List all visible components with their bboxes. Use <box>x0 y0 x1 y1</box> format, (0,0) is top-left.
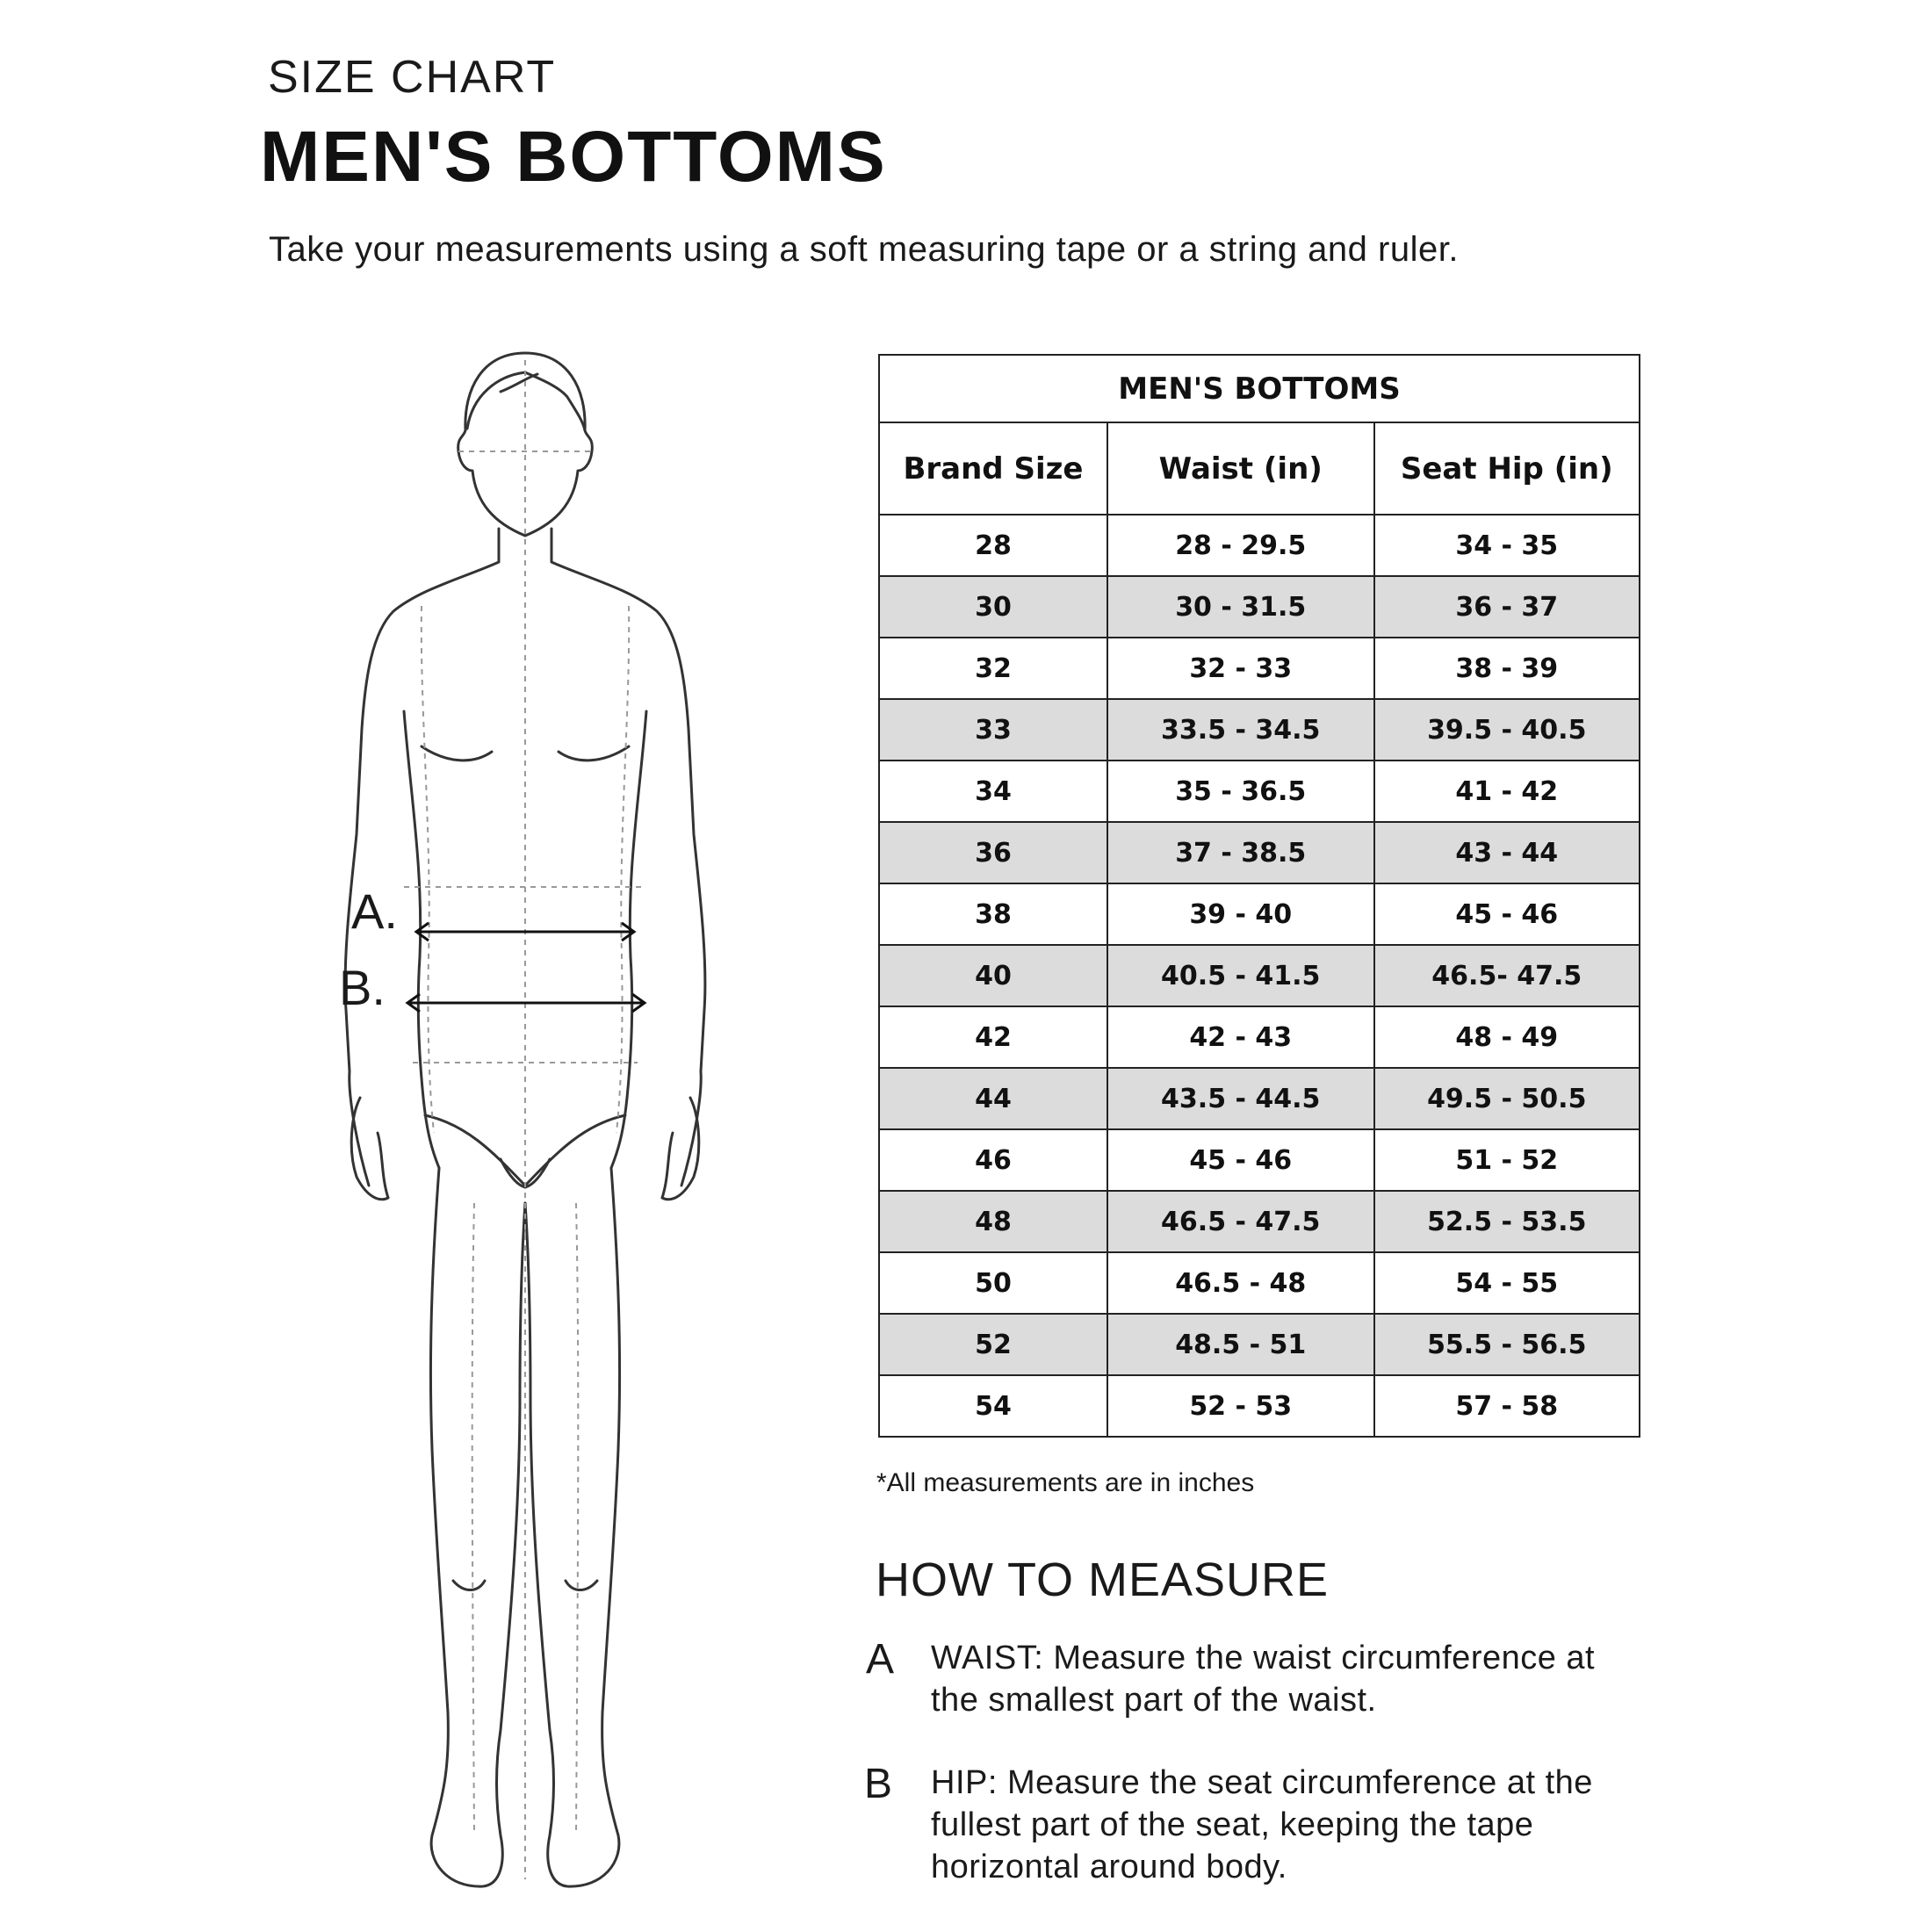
cell-brand-size: 52 <box>879 1314 1107 1375</box>
cell-seat-hip: 54 - 55 <box>1374 1252 1640 1314</box>
step-text-hip: HIP: Measure the seat circumference at the fullest part of the seat, keeping the tape horizontal around body. <box>931 1764 1593 1885</box>
cell-brand-size: 34 <box>879 761 1107 822</box>
cell-waist: 52 - 53 <box>1107 1375 1374 1437</box>
cell-seat-hip: 51 - 52 <box>1374 1129 1640 1191</box>
cell-waist: 28 - 29.5 <box>1107 515 1374 576</box>
cell-waist: 48.5 - 51 <box>1107 1314 1374 1375</box>
cell-brand-size: 54 <box>879 1375 1107 1437</box>
cell-waist: 30 - 31.5 <box>1107 576 1374 638</box>
size-chart-label: SIZE CHART <box>268 52 557 103</box>
column-header-waist: Waist (in) <box>1107 422 1374 515</box>
cell-seat-hip: 55.5 - 56.5 <box>1374 1314 1640 1375</box>
table-title: MEN'S BOTTOMS <box>879 355 1640 422</box>
cell-seat-hip: 46.5- 47.5 <box>1374 945 1640 1006</box>
cell-waist: 32 - 33 <box>1107 638 1374 699</box>
how-to-measure-title: HOW TO MEASURE <box>876 1554 1330 1606</box>
figure-label-a: A. <box>351 883 398 939</box>
cell-waist: 39 - 40 <box>1107 883 1374 945</box>
cell-seat-hip: 49.5 - 50.5 <box>1374 1068 1640 1129</box>
cell-brand-size: 44 <box>879 1068 1107 1129</box>
cell-waist: 46.5 - 47.5 <box>1107 1191 1374 1252</box>
cell-seat-hip: 48 - 49 <box>1374 1006 1640 1068</box>
figure-label-b: B. <box>339 960 386 1015</box>
cell-brand-size: 50 <box>879 1252 1107 1314</box>
table-row <box>879 638 1640 699</box>
step-letter-a: A <box>866 1636 895 1683</box>
table-row <box>879 1006 1640 1068</box>
cell-brand-size: 33 <box>879 699 1107 761</box>
cell-waist: 37 - 38.5 <box>1107 822 1374 883</box>
cell-seat-hip: 52.5 - 53.5 <box>1374 1191 1640 1252</box>
cell-brand-size: 40 <box>879 945 1107 1006</box>
cell-waist: 43.5 - 44.5 <box>1107 1068 1374 1129</box>
page-title: MEN'S BOTTOMS <box>260 117 887 197</box>
cell-waist: 45 - 46 <box>1107 1129 1374 1191</box>
intro-text: Take your measurements using a soft measuring tape or a string and ruler. <box>269 230 1459 269</box>
table-row <box>879 822 1640 883</box>
cell-brand-size: 38 <box>879 883 1107 945</box>
cell-waist: 35 - 36.5 <box>1107 761 1374 822</box>
cell-brand-size: 36 <box>879 822 1107 883</box>
cell-seat-hip: 45 - 46 <box>1374 883 1640 945</box>
cell-seat-hip: 41 - 42 <box>1374 761 1640 822</box>
table-row <box>879 761 1640 822</box>
table-row <box>879 699 1640 761</box>
step-letter-b: B <box>864 1761 893 1807</box>
size-table <box>878 354 1640 1438</box>
column-header-seat-hip: Seat Hip (in) <box>1374 422 1640 515</box>
table-footnote: *All measurements are in inches <box>876 1468 1255 1497</box>
cell-seat-hip: 39.5 - 40.5 <box>1374 699 1640 761</box>
cell-seat-hip: 34 - 35 <box>1374 515 1640 576</box>
cell-brand-size: 46 <box>879 1129 1107 1191</box>
table-body <box>879 515 1640 1437</box>
cell-brand-size: 28 <box>879 515 1107 576</box>
cell-seat-hip: 57 - 58 <box>1374 1375 1640 1437</box>
step-text-waist: WAIST: Measure the waist circumference at the smallest part of the waist. <box>931 1640 1596 1719</box>
cell-brand-size: 30 <box>879 576 1107 638</box>
table-row <box>879 1252 1640 1314</box>
table-row <box>879 515 1640 576</box>
table-row <box>879 1068 1640 1129</box>
table-row <box>879 883 1640 945</box>
cell-seat-hip: 36 - 37 <box>1374 576 1640 638</box>
body-figure-illustration <box>316 342 773 1897</box>
table-row <box>879 1191 1640 1252</box>
table-row <box>879 945 1640 1006</box>
cell-waist: 46.5 - 48 <box>1107 1252 1374 1314</box>
table-row <box>879 1314 1640 1375</box>
table-row <box>879 1375 1640 1437</box>
table-row <box>879 1129 1640 1191</box>
cell-brand-size: 48 <box>879 1191 1107 1252</box>
cell-seat-hip: 38 - 39 <box>1374 638 1640 699</box>
cell-waist: 40.5 - 41.5 <box>1107 945 1374 1006</box>
cell-brand-size: 32 <box>879 638 1107 699</box>
cell-brand-size: 42 <box>879 1006 1107 1068</box>
table-row <box>879 576 1640 638</box>
cell-seat-hip: 43 - 44 <box>1374 822 1640 883</box>
cell-waist: 42 - 43 <box>1107 1006 1374 1068</box>
cell-waist: 33.5 - 34.5 <box>1107 699 1374 761</box>
column-header-brand-size: Brand Size <box>879 422 1107 515</box>
